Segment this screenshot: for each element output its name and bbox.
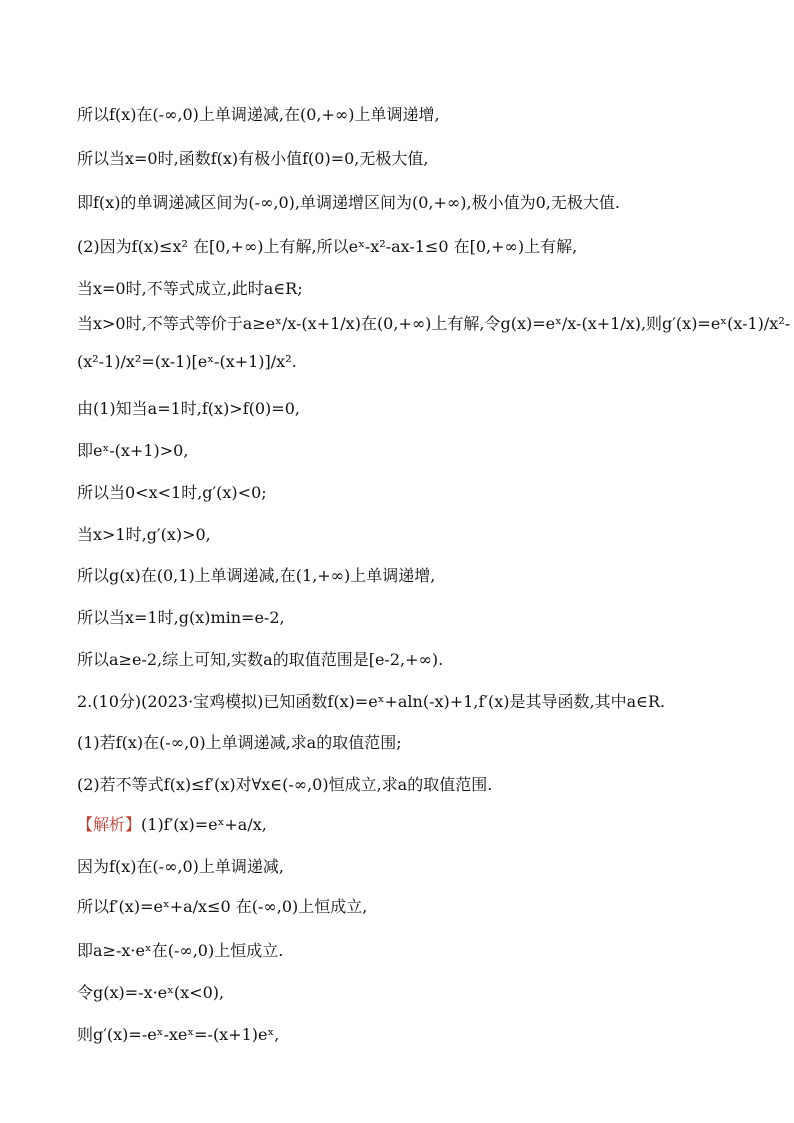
analysis-tag: 【解析】 [77,815,142,834]
text-line: (1)若f(x)在(-∞,0)上单调递减,求a的取值范围; [77,733,402,752]
text-line: 即eˣ-(x+1)>0, [77,441,189,460]
analysis-text: (1)f′(x)=eˣ+a/x, [141,815,267,834]
text-line: 所以当0<x<1时,g′(x)<0; [77,483,267,502]
text-line: 即a≥-x·eˣ在(-∞,0)上恒成立. [77,941,284,960]
text-line: 由(1)知当a=1时,f(x)>f(0)=0, [77,399,300,418]
text-line: (2)因为f(x)≤x² 在[0,+∞)上有解,所以eˣ-x²-ax-1≤0 在[0,+∞)上有解, [77,237,578,256]
text-line: 所以f(x)在(-∞,0)上单调递减,在(0,+∞)上单调递增, [77,105,440,124]
problem-statement: 2.(10分)(2023·宝鸡模拟)已知函数f(x)=eˣ+aln(-x)+1,f′(x)是其导函数,其中a∈R. [77,692,666,711]
text-line: 所以f′(x)=eˣ+a/x≤0 在(-∞,0)上恒成立, [77,897,368,916]
text-line: 因为f(x)在(-∞,0)上单调递减, [77,857,285,876]
analysis-line [77,815,267,835]
text-line: (x²-1)/x²=(x-1)[eˣ-(x+1)]/x². [77,352,297,371]
text-line: 即f(x)的单调递减区间为(-∞,0),单调递增区间为(0,+∞),极小值为0,无极大值. [77,193,620,212]
text-line: 所以当x=1时,g(x)min=e-2, [77,608,285,627]
text-line: 令g(x)=-x·eˣ(x<0), [77,983,225,1002]
text-line: 所以g(x)在(0,1)上单调递减,在(1,+∞)上单调递增, [77,566,436,585]
text-line: 当x>0时,不等式等价于a≥eˣ/x-(x+1/x)在(0,+∞)上有解,令g(x)=eˣ/x-(x+1/x),则g′(x)=eˣ(x-1)/x²- [77,314,791,333]
text-line: 所以a≥e-2,综上可知,实数a的取值范围是[e-2,+∞). [77,650,444,669]
text-line: (2)若不等式f(x)≤f′(x)对∀x∈(-∞,0)恒成立,求a的取值范围. [77,775,493,794]
text-line: 所以当x=0时,函数f(x)有极小值f(0)=0,无极大值, [77,149,429,168]
text-line: 则g′(x)=-eˣ-xeˣ=-(x+1)eˣ, [77,1025,280,1044]
text-line: 当x>1时,g′(x)>0, [77,525,211,544]
text-line: 当x=0时,不等式成立,此时a∈R; [77,279,303,298]
